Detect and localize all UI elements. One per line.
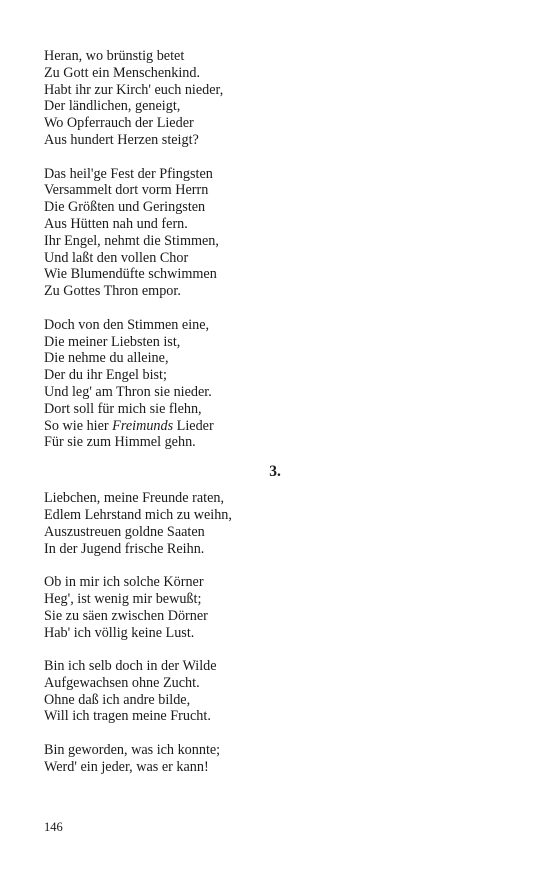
poem-line bbox=[44, 418, 506, 435]
poem-line: Zu Gottes Thron empor. bbox=[44, 283, 181, 300]
poem-line: Die nehme du alleine, bbox=[44, 350, 169, 367]
poem-line: Für sie zum Himmel gehn. bbox=[44, 434, 196, 451]
poem-line: Liebchen, meine Freunde raten, bbox=[44, 490, 225, 507]
poem-line: Doch von den Stimmen eine, bbox=[44, 316, 210, 333]
poem-line: Zu Gott ein Menschenkind. bbox=[44, 64, 201, 81]
stanza-gap bbox=[44, 641, 506, 658]
poem-line: In der Jugend frische Reihn. bbox=[44, 540, 205, 557]
poem-line: Ihr Engel, nehmt die Stimmen, bbox=[44, 232, 219, 249]
poem-line: Edlem Lehrstand mich zu weihn, bbox=[44, 506, 232, 523]
stanza-gap bbox=[44, 300, 506, 317]
poem-line: Aus hundert Herzen steigt? bbox=[44, 131, 199, 148]
page-number: 146 bbox=[44, 820, 63, 834]
section-number: 3. bbox=[269, 463, 281, 481]
poem-line: Wo Opferrauch der Lieder bbox=[44, 115, 194, 132]
poem-line: Werd' ein jeder, was er kann! bbox=[44, 758, 209, 775]
poem-line: Der ländlichen, geneigt, bbox=[44, 98, 181, 115]
poem-line: Aus Hütten nah und fern. bbox=[44, 215, 188, 232]
poem-line: Dort soll für mich sie flehn, bbox=[44, 400, 202, 417]
poem-page bbox=[44, 48, 506, 776]
poem-line: Auszustreuen goldne Saaten bbox=[44, 523, 205, 540]
stanza bbox=[44, 317, 506, 451]
poem-line: Wie Blumendüfte schwimmen bbox=[44, 266, 217, 283]
poem-line: Das heil'ge Fest der Pfingsten bbox=[44, 165, 213, 182]
stanza bbox=[44, 490, 506, 557]
stanza bbox=[44, 48, 506, 149]
poem-line-emphasis: Freimunds bbox=[112, 417, 174, 434]
stanza-gap bbox=[44, 557, 506, 574]
poem-line: Bin ich selb doch in der Wilde bbox=[44, 658, 217, 675]
poem-line: Die meiner Liebsten ist, bbox=[44, 333, 181, 350]
poem-line: Ob in mir ich solche Körner bbox=[44, 574, 204, 591]
poem-line: Aufgewachsen ohne Zucht. bbox=[44, 674, 200, 691]
stanza bbox=[44, 742, 506, 776]
poem-line: Die Größten und Geringsten bbox=[44, 199, 206, 216]
poem-line: Heg', ist wenig mir bewußt; bbox=[44, 590, 202, 607]
poem-line: Versammelt dort vorm Herrn bbox=[44, 182, 209, 199]
stanza bbox=[44, 574, 506, 641]
poem-line: Heran, wo brünstig betet bbox=[44, 48, 185, 64]
poem-line: Ohne daß ich andre bilde, bbox=[44, 691, 191, 708]
poem-line: Habt ihr zur Kirch' euch nieder, bbox=[44, 81, 224, 98]
poem-line-text: Lieder bbox=[173, 417, 214, 434]
poem-line: Hab' ich völlig keine Lust. bbox=[44, 624, 195, 641]
poem-line: Und laßt den vollen Chor bbox=[44, 249, 189, 266]
poem-line: Will ich tragen meine Frucht. bbox=[44, 708, 211, 725]
stanza bbox=[44, 658, 506, 725]
stanza-gap bbox=[44, 725, 506, 742]
poem-line: Und leg' am Thron sie nieder. bbox=[44, 383, 212, 400]
poem-line: Bin geworden, was ich konnte; bbox=[44, 742, 221, 759]
poem-line: Der du ihr Engel bist; bbox=[44, 367, 167, 384]
stanza bbox=[44, 166, 506, 300]
stanza-gap bbox=[44, 149, 506, 166]
poem-line: Sie zu säen zwischen Dörner bbox=[44, 607, 208, 624]
poem-line-text: So wie hier bbox=[44, 417, 113, 434]
